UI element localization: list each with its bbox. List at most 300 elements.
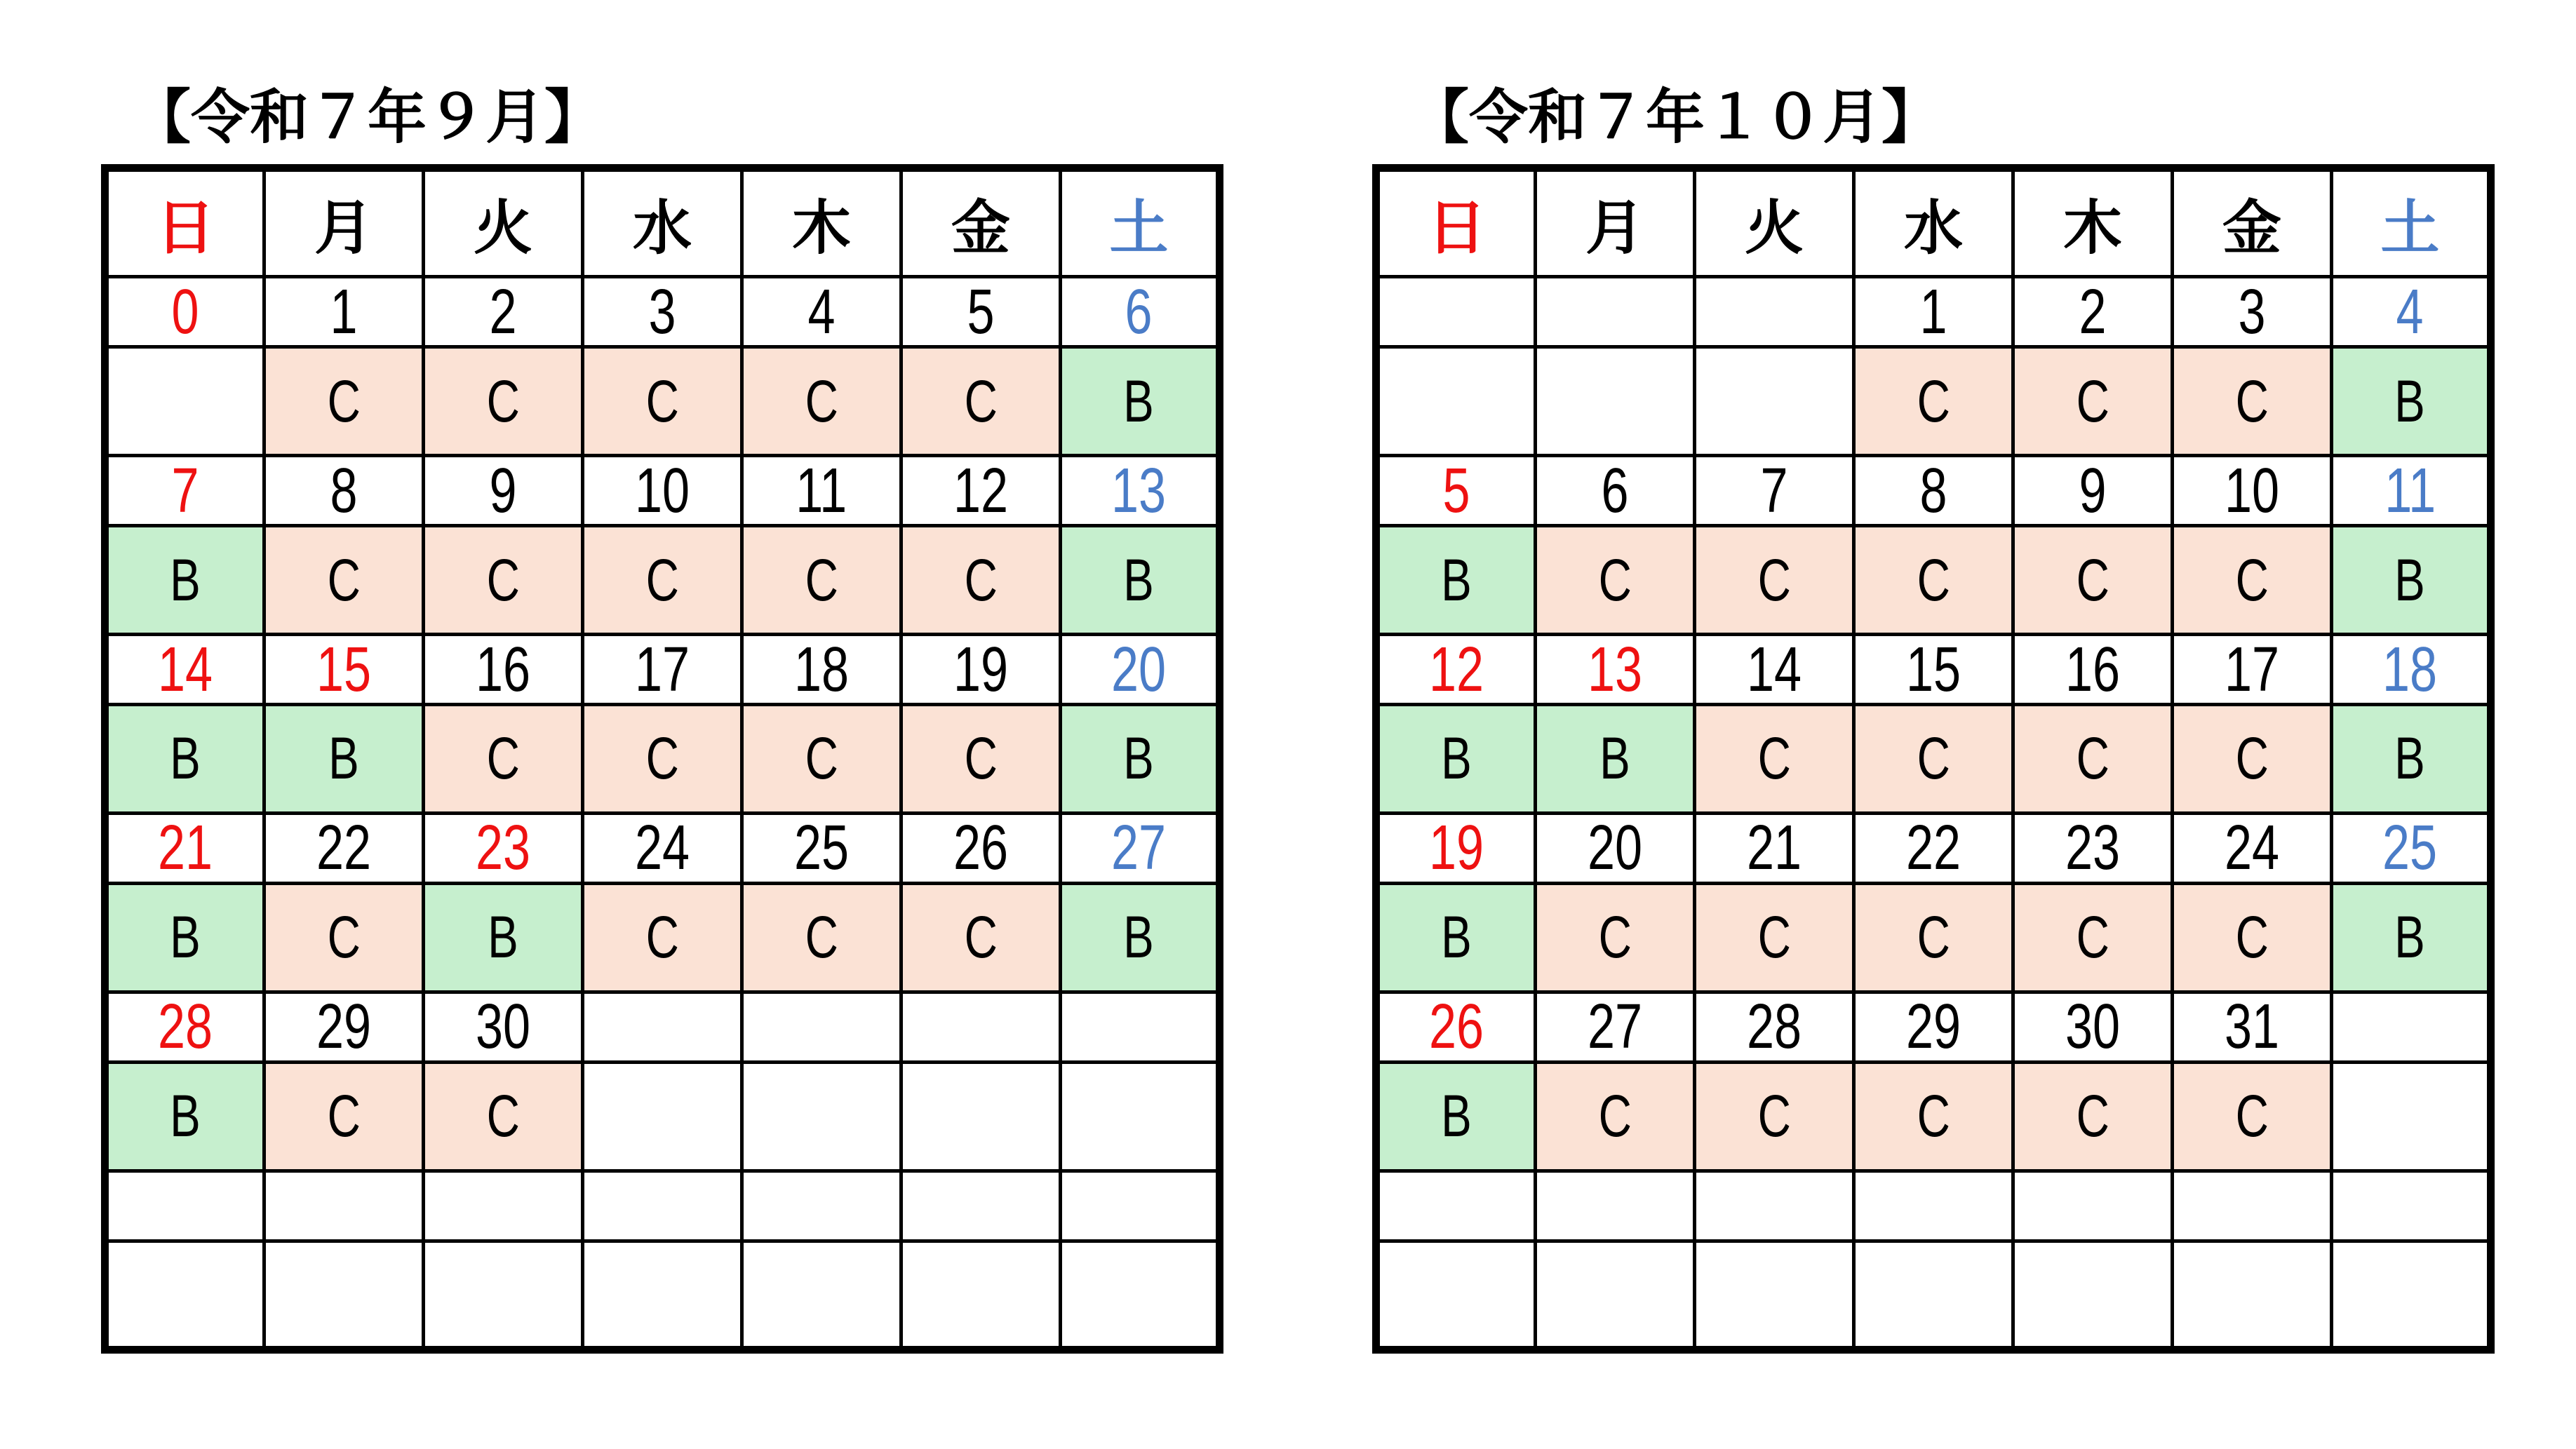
code-label: C — [645, 904, 679, 971]
empty-cell — [1854, 1241, 2013, 1349]
empty-row — [1376, 1171, 2491, 1241]
date-number: 26 — [1429, 992, 1484, 1063]
code-label: C — [1757, 725, 1791, 792]
date-number: 30 — [2065, 992, 2121, 1063]
code-cell — [1376, 883, 1536, 992]
code-label: C — [327, 368, 361, 434]
date-number: 25 — [793, 813, 850, 884]
date-cell — [1695, 814, 1854, 884]
empty-cell — [1695, 1241, 1854, 1349]
code-cell — [2013, 525, 2173, 634]
empty-cell — [105, 1241, 264, 1349]
date-number: 1 — [1919, 276, 1947, 347]
code-cell — [1536, 346, 1695, 455]
date-cell — [901, 277, 1061, 347]
date-cell — [901, 635, 1061, 705]
empty-cell — [424, 1241, 583, 1349]
code-label: B — [328, 725, 359, 792]
date-number: 26 — [953, 813, 1009, 884]
code-cell — [105, 525, 264, 634]
date-cell — [583, 814, 742, 884]
date-row — [1376, 277, 2491, 347]
date-cell — [1695, 635, 1854, 705]
code-cell — [2332, 1062, 2491, 1171]
empty-cell — [1536, 1241, 1695, 1349]
code-cell — [1061, 883, 1220, 992]
date-cell — [1536, 635, 1695, 705]
date-number: 21 — [1746, 813, 1802, 884]
empty-cell — [2013, 1241, 2173, 1349]
empty-cell — [1854, 1171, 2013, 1241]
date-number: 25 — [2382, 813, 2438, 884]
date-cell — [2013, 277, 2173, 347]
code-label: C — [805, 546, 838, 613]
weekday-tue: 火 — [424, 168, 583, 277]
code-cell — [742, 1062, 901, 1171]
code-cell — [2173, 704, 2332, 813]
code-cell — [2173, 1062, 2332, 1171]
weekday-mon: 月 — [264, 168, 424, 277]
date-cell — [2332, 814, 2491, 884]
code-cell — [2332, 704, 2491, 813]
code-cell — [2332, 525, 2491, 634]
code-label: C — [964, 904, 998, 971]
date-number: 27 — [1587, 992, 1643, 1063]
calendar-table-september — [101, 164, 1223, 1354]
code-cell — [742, 704, 901, 813]
date-cell — [264, 277, 424, 347]
empty-row — [105, 1241, 1220, 1349]
empty-cell — [2173, 1241, 2332, 1349]
date-cell — [2173, 992, 2332, 1063]
code-cell — [264, 704, 424, 813]
date-row — [1376, 814, 2491, 884]
date-number: 21 — [158, 813, 213, 884]
code-label: C — [805, 725, 838, 792]
code-label: C — [964, 368, 998, 434]
code-label: B — [170, 1083, 201, 1150]
code-label: C — [486, 1083, 520, 1150]
code-label: C — [327, 546, 361, 613]
date-cell — [1854, 635, 2013, 705]
weekday-header-row — [105, 168, 1220, 277]
date-number: 4 — [2396, 276, 2424, 347]
date-cell — [264, 635, 424, 705]
code-cell — [1695, 883, 1854, 992]
date-cell — [1536, 814, 1695, 884]
code-label: C — [1757, 546, 1791, 613]
date-number: 13 — [1587, 634, 1643, 705]
code-cell — [424, 525, 583, 634]
code-cell — [901, 525, 1061, 634]
code-label: C — [2076, 1083, 2109, 1150]
date-number: 11 — [2384, 455, 2436, 526]
empty-cell — [583, 1171, 742, 1241]
empty-cell — [105, 1171, 264, 1241]
date-cell — [2173, 814, 2332, 884]
code-label: C — [2076, 546, 2109, 613]
date-number: 5 — [967, 276, 995, 347]
code-cell — [105, 883, 264, 992]
date-cell — [2013, 456, 2173, 526]
date-number: 19 — [1429, 813, 1484, 884]
date-cell — [901, 814, 1061, 884]
date-cell — [583, 456, 742, 526]
empty-cell — [583, 1241, 742, 1349]
code-cell — [2013, 1062, 2173, 1171]
empty-cell — [1536, 1171, 1695, 1241]
empty-row — [1376, 1241, 2491, 1349]
code-label: C — [486, 368, 520, 434]
empty-cell — [901, 1171, 1061, 1241]
code-cell — [1854, 704, 2013, 813]
empty-cell — [1061, 1171, 1220, 1241]
date-row — [1376, 456, 2491, 526]
code-cell — [583, 704, 742, 813]
code-label: C — [327, 904, 361, 971]
calendar-title-september: 【令和７年９月】 — [132, 83, 604, 151]
code-label: C — [1917, 725, 1950, 792]
code-cell — [264, 1062, 424, 1171]
empty-cell — [1695, 1171, 1854, 1241]
date-cell — [1536, 992, 1695, 1063]
date-cell — [424, 814, 583, 884]
date-number: 29 — [316, 992, 372, 1063]
code-label: C — [1598, 546, 1632, 613]
code-cell — [1536, 704, 1695, 813]
date-number: 3 — [2238, 276, 2266, 347]
date-cell — [583, 992, 742, 1063]
code-label: B — [1441, 1083, 1473, 1150]
empty-cell — [1061, 1241, 1220, 1349]
date-number: 24 — [2224, 813, 2280, 884]
code-cell — [1376, 525, 1536, 634]
weekday-mon: 月 — [1536, 168, 1695, 277]
date-number: 15 — [1905, 634, 1961, 705]
date-cell — [1376, 277, 1536, 347]
date-cell — [1854, 814, 2013, 884]
date-number: 28 — [1746, 992, 1802, 1063]
empty-row — [105, 1171, 1220, 1241]
date-number: 9 — [2079, 455, 2107, 526]
date-cell — [264, 992, 424, 1063]
code-label: B — [1441, 904, 1473, 971]
empty-cell — [264, 1241, 424, 1349]
code-cell — [1695, 525, 1854, 634]
code-label: B — [170, 904, 201, 971]
date-number: 22 — [1905, 813, 1961, 884]
date-number: 17 — [2224, 634, 2280, 705]
date-cell — [2173, 635, 2332, 705]
date-number: 20 — [1587, 813, 1643, 884]
code-cell — [424, 1062, 583, 1171]
date-cell — [1536, 277, 1695, 347]
code-label: C — [1598, 1083, 1632, 1150]
code-label: C — [327, 1083, 361, 1150]
date-number: 2 — [2079, 276, 2107, 347]
date-row — [105, 456, 1220, 526]
date-number: 3 — [648, 276, 676, 347]
date-cell — [1061, 992, 1220, 1063]
date-number: 7 — [1760, 455, 1788, 526]
code-cell — [2173, 883, 2332, 992]
code-label: B — [2394, 546, 2426, 613]
code-cell — [742, 525, 901, 634]
date-cell — [2332, 635, 2491, 705]
code-cell — [1061, 1062, 1220, 1171]
weekday-sun: 日 — [105, 168, 264, 277]
code-cell — [1695, 704, 1854, 813]
date-number: 15 — [316, 634, 372, 705]
date-cell — [742, 635, 901, 705]
code-cell — [105, 704, 264, 813]
date-cell — [742, 814, 901, 884]
date-cell — [1061, 456, 1220, 526]
date-number: 0 — [171, 276, 200, 347]
date-cell — [105, 992, 264, 1063]
date-number: 4 — [807, 276, 836, 347]
date-cell — [105, 814, 264, 884]
date-cell — [583, 635, 742, 705]
code-cell — [264, 346, 424, 455]
code-cell — [2332, 883, 2491, 992]
date-cell — [901, 992, 1061, 1063]
code-row — [105, 704, 1220, 813]
code-label: B — [1599, 725, 1630, 792]
code-cell — [1376, 704, 1536, 813]
date-number: 23 — [2065, 813, 2121, 884]
date-number: 24 — [634, 813, 690, 884]
date-cell — [2013, 814, 2173, 884]
code-label: C — [2076, 368, 2109, 434]
code-label: C — [645, 368, 679, 434]
date-number: 2 — [489, 276, 517, 347]
code-label: C — [2235, 546, 2269, 613]
code-label: C — [1757, 1083, 1791, 1150]
date-number: 28 — [158, 992, 213, 1063]
code-label: C — [1917, 1083, 1950, 1150]
code-cell — [264, 525, 424, 634]
date-cell — [264, 456, 424, 526]
date-number: 6 — [1601, 455, 1629, 526]
date-cell — [1695, 992, 1854, 1063]
date-cell — [1376, 992, 1536, 1063]
date-number: 17 — [634, 634, 690, 705]
date-cell — [424, 992, 583, 1063]
code-cell — [742, 883, 901, 992]
empty-cell — [424, 1171, 583, 1241]
date-cell — [742, 456, 901, 526]
code-label: B — [2394, 904, 2426, 971]
code-cell — [583, 346, 742, 455]
date-number: 30 — [475, 992, 531, 1063]
code-label: C — [1757, 904, 1791, 971]
code-cell — [583, 883, 742, 992]
calendar-table-october — [1372, 164, 2495, 1354]
date-cell — [105, 277, 264, 347]
date-cell — [424, 635, 583, 705]
date-row — [105, 277, 1220, 347]
date-number: 27 — [1111, 813, 1167, 884]
code-cell — [424, 883, 583, 992]
code-cell — [1376, 346, 1536, 455]
code-label: C — [2235, 368, 2269, 434]
code-cell — [742, 346, 901, 455]
date-number: 20 — [1111, 634, 1167, 705]
code-label: C — [2235, 1083, 2269, 1150]
date-number: 10 — [2224, 455, 2280, 526]
date-number: 8 — [330, 455, 358, 526]
empty-cell — [742, 1171, 901, 1241]
code-label: C — [1598, 904, 1632, 971]
code-cell — [2332, 346, 2491, 455]
code-row — [1376, 346, 2491, 455]
date-row — [1376, 635, 2491, 705]
code-cell — [1061, 525, 1220, 634]
date-number: 14 — [158, 634, 213, 705]
code-label: B — [170, 546, 201, 613]
code-cell — [1854, 1062, 2013, 1171]
empty-cell — [2332, 1241, 2491, 1349]
date-number: 31 — [2224, 992, 2280, 1063]
code-cell — [1854, 525, 2013, 634]
code-cell — [901, 704, 1061, 813]
code-cell — [2013, 704, 2173, 813]
date-cell — [742, 277, 901, 347]
code-cell — [1695, 346, 1854, 455]
weekday-sun: 日 — [1376, 168, 1536, 277]
code-row — [105, 346, 1220, 455]
code-label: B — [1123, 725, 1155, 792]
code-cell — [1061, 346, 1220, 455]
date-cell — [1854, 456, 2013, 526]
date-number: 11 — [796, 455, 847, 526]
date-cell — [1854, 992, 2013, 1063]
date-number: 12 — [1429, 634, 1484, 705]
weekday-wed: 水 — [1854, 168, 2013, 277]
empty-cell — [264, 1171, 424, 1241]
weekday-fri: 金 — [901, 168, 1061, 277]
weekday-fri: 金 — [2173, 168, 2332, 277]
code-label: C — [2076, 904, 2109, 971]
date-number: 14 — [1746, 634, 1802, 705]
empty-cell — [1376, 1171, 1536, 1241]
empty-cell — [1376, 1241, 1536, 1349]
code-label: C — [1917, 546, 1950, 613]
code-label: C — [2076, 725, 2109, 792]
date-cell — [742, 992, 901, 1063]
date-cell — [1695, 456, 1854, 526]
date-number: 10 — [634, 455, 690, 526]
date-number: 12 — [953, 455, 1009, 526]
code-cell — [901, 346, 1061, 455]
code-row — [105, 883, 1220, 992]
weekday-sat: 土 — [1061, 168, 1220, 277]
weekday-thu: 木 — [2013, 168, 2173, 277]
date-row — [1376, 992, 2491, 1063]
date-number: 6 — [1125, 276, 1153, 347]
date-number: 16 — [475, 634, 531, 705]
code-cell — [583, 1062, 742, 1171]
date-cell — [1061, 277, 1220, 347]
code-cell — [583, 525, 742, 634]
date-number: 18 — [793, 634, 850, 705]
code-row — [1376, 883, 2491, 992]
code-label: C — [805, 368, 838, 434]
code-label: B — [1123, 546, 1155, 613]
date-number: 19 — [953, 634, 1009, 705]
weekday-wed: 水 — [583, 168, 742, 277]
date-cell — [1061, 635, 1220, 705]
weekday-sat: 土 — [2332, 168, 2491, 277]
code-label: C — [805, 904, 838, 971]
weekday-header-row — [1376, 168, 2491, 277]
code-label: C — [2235, 904, 2269, 971]
code-row — [1376, 704, 2491, 813]
code-label: C — [486, 546, 520, 613]
date-number: 5 — [1442, 455, 1471, 526]
code-label: C — [2235, 725, 2269, 792]
code-label: B — [1441, 546, 1473, 613]
date-cell — [583, 277, 742, 347]
code-cell — [1695, 1062, 1854, 1171]
date-cell — [105, 635, 264, 705]
date-cell — [1376, 635, 1536, 705]
date-number: 22 — [316, 813, 372, 884]
date-cell — [901, 456, 1061, 526]
code-label: B — [1123, 904, 1155, 971]
code-label: B — [1441, 725, 1473, 792]
date-number: 23 — [475, 813, 531, 884]
code-label: C — [964, 546, 998, 613]
code-cell — [2013, 346, 2173, 455]
calendar-title-october: 【令和７年１０月】 — [1410, 83, 1941, 151]
weekday-tue: 火 — [1695, 168, 1854, 277]
date-cell — [424, 277, 583, 347]
code-cell — [1536, 883, 1695, 992]
date-cell — [2332, 456, 2491, 526]
code-cell — [1854, 346, 2013, 455]
date-number: 29 — [1905, 992, 1961, 1063]
code-cell — [1536, 1062, 1695, 1171]
date-cell — [2332, 277, 2491, 347]
code-row — [1376, 525, 2491, 634]
code-cell — [2173, 525, 2332, 634]
code-label: B — [1123, 368, 1155, 434]
date-cell — [2173, 456, 2332, 526]
code-cell — [901, 1062, 1061, 1171]
code-label: C — [645, 546, 679, 613]
date-cell — [2013, 992, 2173, 1063]
code-row — [105, 1062, 1220, 1171]
code-cell — [1061, 704, 1220, 813]
date-cell — [105, 456, 264, 526]
date-number: 9 — [489, 455, 517, 526]
code-cell — [424, 704, 583, 813]
empty-cell — [742, 1241, 901, 1349]
date-cell — [424, 456, 583, 526]
code-label: C — [1917, 904, 1950, 971]
date-number: 18 — [2382, 634, 2438, 705]
date-cell — [2173, 277, 2332, 347]
code-label: B — [488, 904, 518, 971]
code-row — [105, 525, 1220, 634]
date-cell — [1695, 277, 1854, 347]
date-row — [105, 635, 1220, 705]
date-cell — [2332, 992, 2491, 1063]
code-label: B — [2394, 725, 2426, 792]
code-cell — [901, 883, 1061, 992]
